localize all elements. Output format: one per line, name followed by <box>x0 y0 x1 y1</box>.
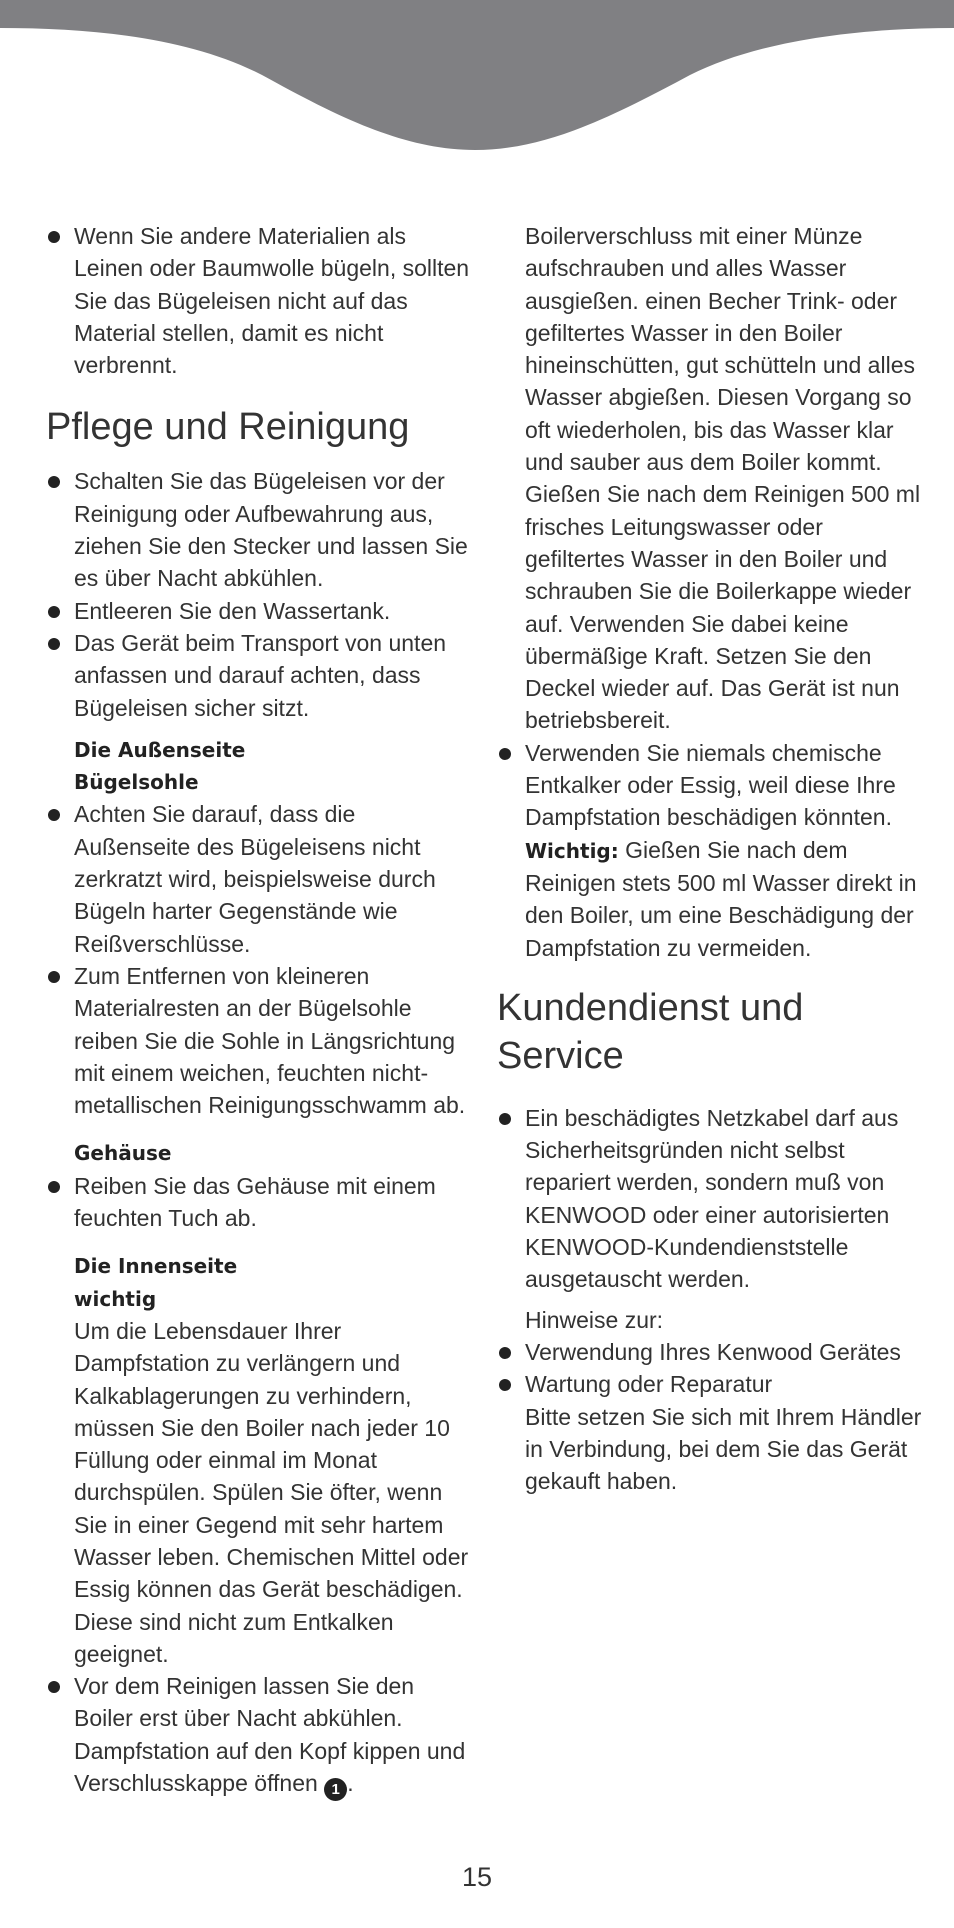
care-list <box>46 465 476 723</box>
list-item: Wenn Sie andere Materialien als Leinen oder Baumwolle bügeln, sollten Sie das Bügeleisen nicht auf das Material stellen, damit es nicht verbrennt. <box>46 220 476 381</box>
section-title-service <box>497 984 927 1080</box>
hints-list <box>497 1336 927 1401</box>
list-item: Entleeren Sie den Wassertank. <box>46 595 476 627</box>
list-item: Verwendung Ihres Kenwood Gerätes <box>497 1336 927 1368</box>
service-list <box>497 1102 927 1296</box>
list-item: Wartung oder Reparatur <box>497 1368 927 1400</box>
list-item: Ein beschädigtes Netzkabel darf aus Sicherheitsgründen nicht selbst repariert werden, sondern muß von KENWOOD oder einer autorisierten KENWOOD-Kundendienststelle ausgetauscht werden. <box>497 1102 927 1296</box>
dealer-wrap <box>497 1401 927 1498</box>
section-title-line2: Service <box>497 1034 624 1077</box>
figure-ref-badge: 1 <box>324 1778 347 1801</box>
subheading-outer-line2: Bügelsohle <box>74 770 199 795</box>
list-item: Das Gerät beim Transport von unten anfassen und darauf achten, dass Bügeleisen sicher sitzt. <box>46 627 476 724</box>
list-item-text: Vor dem Reinigen lassen Sie den Boiler erst über Nacht abkühlen. Dampfstation auf den Kopf kippen und Verschlusskappe öffnen <box>74 1673 466 1797</box>
chemical-list <box>497 737 927 964</box>
subheading-outer <box>46 734 476 799</box>
list-item: Schalten Sie das Bügeleisen vor der Reinigung oder Aufbewahrung aus, ziehen Sie den Stecker und lassen Sie es über Nacht abkühlen. <box>46 465 476 594</box>
important-text: Gießen Sie nach dem Reinigen stets 500 ml Wasser direkt in den Boiler, um eine Beschädigung der Dampfstation zu vermeiden. <box>525 836 917 961</box>
page-number: 15 <box>461 1862 493 1892</box>
list-item: Zum Entfernen von kleineren Materialresten an der Bügelsohle reiben Sie die Sohle in Längsrichtung mit einem weichen, feuchten nicht-metallischen Reinigungsschwamm ab. <box>46 960 476 1121</box>
subheading-housing-wrap <box>46 1137 476 1169</box>
list-item-text: Verwenden Sie niemals chemische Entkalker oder Essig, weil diese Ihre Dampfstation beschädigen könnten. <box>525 739 896 831</box>
list-item: Achten Sie darauf, dass die Außenseite des Bügeleisens nicht zerkratzt wird, beispielsweise durch Bügeln harter Gegenstände wie Reißverschlüsse. <box>46 798 476 959</box>
outer-list <box>46 798 476 1121</box>
continued-paragraph: Boilerverschluss mit einer Münze aufschrauben und alles Wasser ausgießen. einen Becher Trink- oder gefiltertes Wasser in den Boiler hineinschütten, gut schütteln und alles Wasser abgießen. Diesen Vorgang so oft wiederholen, bis das Wasser klar und sauber aus dem Boiler kommt. <box>525 223 915 476</box>
list-item: Reiben Sie das Gehäuse mit einem feuchten Tuch ab. <box>46 1170 476 1235</box>
subheading-inner-line2: wichtig <box>74 1286 157 1311</box>
housing-list <box>46 1170 476 1235</box>
header-wave-decoration <box>0 0 954 160</box>
subheading-housing: Gehäuse <box>74 1141 172 1166</box>
dealer-paragraph: Bitte setzen Sie sich mit Ihrem Händler in Verbindung, bei dem Sie das Gerät gekauft haben. <box>525 1403 922 1495</box>
refill-paragraph: Gießen Sie nach dem Reinigen 500 ml frisches Leitungswasser oder gefiltertes Wasser in den Boiler und schrauben Sie die Boilerkappe wieder auf. Verwenden Sie dabei keine übermäßige Kraft. Setzen Sie den Deckel wieder auf. Das Gerät ist nun betriebsbereit. <box>525 481 921 734</box>
subheading-inner <box>46 1250 476 1670</box>
important-label: Wichtig: <box>525 838 619 863</box>
right-column <box>497 220 927 1497</box>
section-title-line1: Kundendienst und <box>497 986 804 1029</box>
intro-list <box>46 220 476 381</box>
subheading-outer-line1: Die Außenseite <box>74 737 246 762</box>
hints-label: Hinweise zur: <box>525 1306 664 1333</box>
section-title-care: Pflege und Reinigung <box>46 406 410 449</box>
list-item <box>46 1670 476 1801</box>
subheading-inner-line1: Die Innenseite <box>74 1254 238 1279</box>
list-item <box>497 737 927 964</box>
left-column <box>46 220 476 1801</box>
inner-paragraph: Um die Lebensdauer Ihrer Dampfstation zu verlängern und Kalkablagerungen zu verhindern, müssen Sie den Boiler nach jeder 10 Füllung oder einmal im Monat durchspülen. Spülen Sie öfter, wenn Sie in einer Gegend mit sehr hartem Wasser leben. Chemischen Mittel oder Essig können das Gerät beschädigen. Diese sind nicht zum Entkalken geeignet. <box>74 1317 469 1667</box>
hints-label-wrap <box>497 1304 927 1336</box>
boiler-continued <box>497 220 927 737</box>
list-item-end: . <box>347 1770 354 1797</box>
boiler-list <box>46 1670 476 1801</box>
